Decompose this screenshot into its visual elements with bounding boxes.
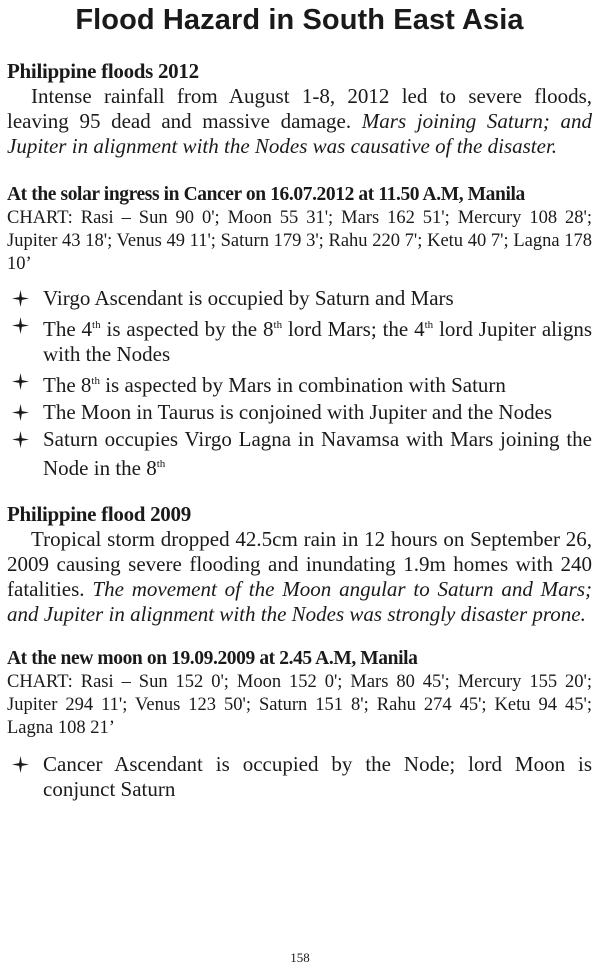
bullet-text: Virgo Ascendant is occupied by Saturn and Mars (43, 286, 454, 310)
bullet-list (7, 752, 592, 802)
ordinal-suffix: th (92, 319, 101, 331)
page-number: 158 (290, 950, 310, 965)
four-point-star-icon (12, 373, 29, 390)
paragraph-italic-text: Mars joining Saturn; and Jupiter in alignment with the Nodes was causative of the disaster. (7, 109, 593, 158)
bullet-list (7, 286, 592, 481)
four-point-star-icon (12, 404, 29, 421)
ordinal-suffix: th (424, 319, 434, 331)
four-point-star-icon (12, 431, 29, 448)
list-item (7, 369, 592, 398)
bullet-text: lord Jupiter aligns with the Nodes (43, 317, 593, 366)
paragraph-italic-text: The movement of the Moon angular to Saturn and Mars; and Jupiter in alignment with the Nodes was strongly disaster prone. (7, 577, 593, 626)
list-item (7, 286, 592, 311)
list-item (7, 427, 592, 481)
ordinal-suffix: th (156, 458, 166, 470)
section-philippine-flood-2009 (7, 501, 592, 802)
bullet-text: The 4 (43, 317, 93, 341)
list-item (7, 313, 592, 367)
four-point-star-icon (12, 317, 29, 334)
paragraph-plain-text: Tropical storm dropped 42.5cm rain in 12 hours on September 26, 2009 causing severe flooding and inundating 1.9m homes with 240 fatalities. (7, 527, 592, 601)
list-item (7, 400, 592, 425)
four-point-star-icon (12, 290, 29, 307)
bullet-text: Saturn occupies Virgo Lagna in Navamsa with Mars joining the Node in the 8 (43, 427, 592, 480)
section-paragraph (7, 84, 592, 159)
bullet-text: lord Mars; the 4 (282, 317, 425, 341)
paragraph-plain-text: Intense rainfall from August 1-8, 2012 led to severe floods, leaving 95 dead and massive damage. (7, 84, 592, 133)
section-heading: Philippine flood 2009 (7, 502, 191, 526)
four-point-star-icon (12, 756, 29, 773)
section-paragraph (7, 527, 592, 627)
ordinal-suffix: th (91, 375, 100, 387)
bullet-text: is aspected by Mars in combination with Saturn (99, 373, 506, 397)
bullet-text: Cancer Ascendant is occupied by the Node; lord Moon is conjunct Saturn (43, 752, 592, 801)
section-philippine-floods-2012 (7, 58, 592, 481)
section-heading: Philippine floods 2012 (7, 59, 199, 83)
chart-positions: CHART: Rasi – Sun 152 0'; Moon 152 0'; Mars 80 45'; Mercury 155 20'; Jupiter 294 11'; Venus 123 50'; Saturn 151 8'; Rahu 274 45'; Ketu 94 45'; Lagna 108 21’ (7, 672, 592, 738)
list-item (7, 752, 592, 802)
chart-heading: At the new moon on 19.09.2009 at 2.45 A.M, Manila (7, 648, 418, 669)
chart-heading: At the solar ingress in Cancer on 16.07.2012 at 11.50 A.M, Manila (7, 184, 525, 205)
bullet-text: The Moon in Taurus is conjoined with Jupiter and the Nodes (43, 400, 553, 424)
ordinal-suffix: th (273, 319, 283, 331)
bullet-text: is aspected by the 8 (100, 317, 274, 341)
chart-positions: CHART: Rasi – Sun 90 0'; Moon 55 31'; Mars 162 51'; Mercury 108 28'; Jupiter 43 18'; Venus 49 11'; Saturn 179 3'; Rahu 220 7'; Ketu 40 7'; Lagna 178 10’ (7, 208, 592, 274)
bullet-text: The 8 (43, 373, 92, 397)
page-title: Flood Hazard in South East Asia (75, 4, 524, 36)
